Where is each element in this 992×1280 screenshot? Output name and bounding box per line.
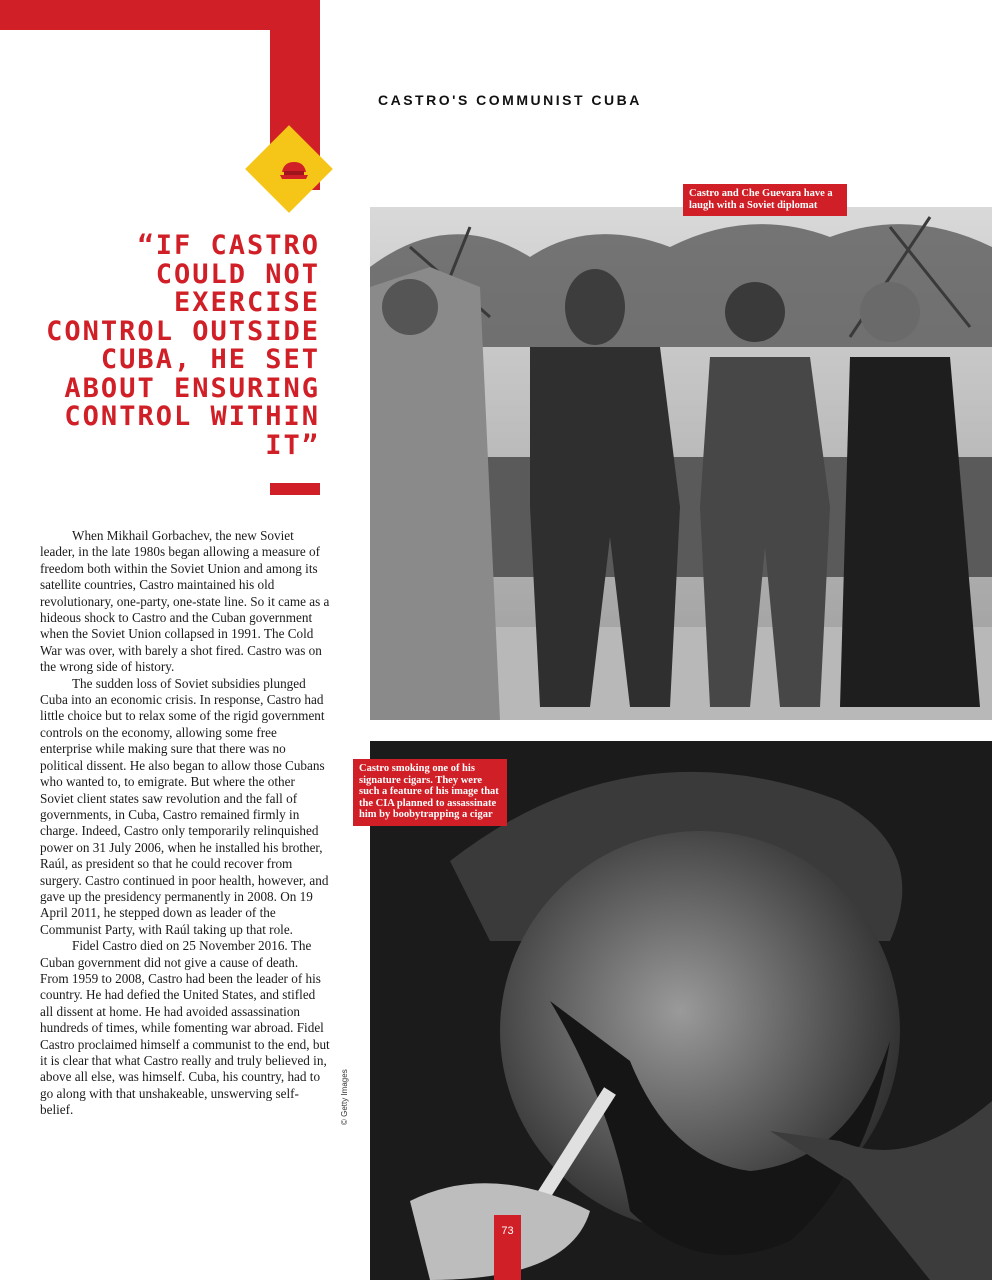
paragraph: The sudden loss of Soviet subsidies plunged Cuba into an economic crisis. In response, Castro had little choice but to relax some of the rigid government controls on the economy, allowing some free enterprise while making sure that there was no political dissent. He also began to allow those Cubans who wanted to, to emigrate. But where the other Soviet client states saw revolution and the fall of governments, in Cuba, Castro remained firmly in charge. Indeed, Castro only temporarily relinquished power on 31 July 2006, when he installed his brother, Raúl, as president so that he could recover from surgery. Castro continued in poor health, however, and gave up the presidency permanently in 2008. On 19 April 2011, he stepped down as leader of the Communist Party, with Raúl taking up that role. — [40, 675, 329, 937]
photo-castro-guevara-diplomat — [370, 207, 992, 720]
photo-credit: © Getty Images — [340, 1069, 349, 1125]
photo-caption: Castro and Che Guevara have a laugh with a Soviet diplomat — [683, 184, 847, 216]
paragraph: Fidel Castro died on 25 November 2016. The Cuban government did not give a cause of death. From 1959 to 2008, Castro had been the leader of his country. He had defied the United States, and stifled all dissent at home. He had avoided assassination hundreds of times, while fomenting war abroad. Fidel Castro proclaimed himself a communist to the end, but it is clear that what Castro really and truly believed in, above all else, was himself. Cuba, his country, had to go along with that unshakeable, unswerving self-belief. — [40, 938, 330, 1118]
paragraph: When Mikhail Gorbachev, the new Soviet leader, in the late 1980s began allowing a measure of freedom both within the Soviet Union and among its satellite countries, Castro maintained his old revolutionary, one-party, one-state line. So it came as a hideous shock to Castro and the Cuban government when the Soviet Union collapsed in 1991. The Cold War was over, with barely a shot fired. Castro was on the wrong side of history. — [40, 528, 330, 675]
section-header: CASTRO'S COMMUNIST CUBA — [378, 92, 642, 108]
article-body — [40, 528, 330, 1119]
photo-caption: Castro smoking one of his signature cigars. They were such a feature of his image that the CIA planned to assassinate him by boobytrapping a cigar — [353, 759, 507, 826]
pull-quote-dash — [270, 483, 320, 495]
military-cap-icon — [276, 158, 312, 184]
pull-quote: “IF CASTRO COULD NOT EXERCISE CONTROL OUTSIDE CUBA, HE SET ABOUT ENSURING CONTROL WITHIN IT” — [46, 230, 320, 461]
photo-illustration — [370, 207, 992, 720]
page-number: 73 — [494, 1215, 521, 1280]
